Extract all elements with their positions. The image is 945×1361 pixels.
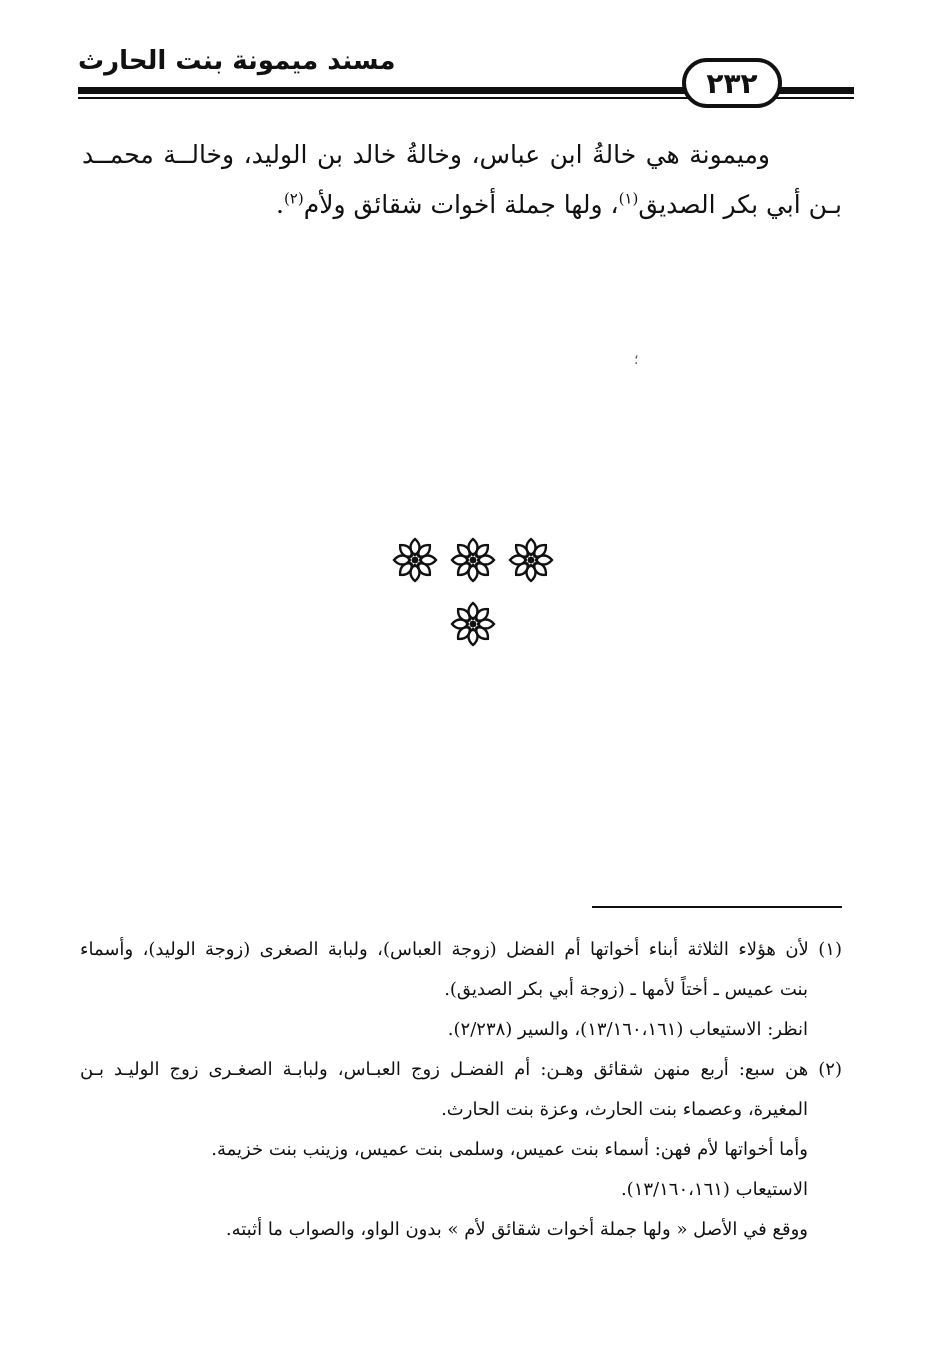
main-paragraph [82,130,842,230]
flower-ornament-icon [507,536,555,584]
flower-ornament-icon [391,536,439,584]
main-line-2a: أبي بكر الصديق [638,190,801,219]
footnote-1-line-2: بنت عميس ـ أختاً لأمها ـ (زوجة أبي بكر الصديق). [444,979,808,1000]
header-rule-thick [78,87,688,94]
footnote-2-line-4: الاستيعاب (١٣/١٦٠،١٦١). [620,1179,808,1200]
page-header [78,40,854,110]
flower-ornament-icon [449,600,497,648]
footnote-2 [80,1050,842,1250]
header-rule-right-thick [776,87,854,94]
main-line-2c: . [275,190,284,219]
footnote-2-line-5: ووقع في الأصل « ولها جملة أخوات شقائق لأم » بدون الواو، والصواب ما أثبته. [225,1219,808,1240]
header-rule-right-thin [776,97,854,99]
footnotes [80,930,842,1250]
footnote-1 [80,930,842,1050]
footnote-ref-2[interactable]: (٢) [283,189,304,208]
header-rule-thin [78,97,688,99]
page-number: ٢٣٢ [682,58,782,108]
main-line-1: وميمونة هي خالةُ ابن عباس، وخالةُ خالد بن الوليد، وخالــة محمــد بـن [82,140,842,219]
running-title: مسند ميمونة بنت الحارث [78,46,396,76]
footnote-1-line-3: انظر: الاستيعاب (١٣/١٦٠،١٦١)، والسير (٢/٢٣٨). [447,1019,808,1040]
footnote-1-line-1: (١) لأن هؤلاء الثلاثة أبناء أخواتها أم الفضل (زوجة العباس)، ولبابة الصغرى (زوجة الوليد)، وأسماء [80,939,842,960]
footnote-2-line-3: وأما أخواتها لأم فهن: أسماء بنت عميس، وسلمى بنت عميس، وزينب بنت خزيمة. [211,1139,808,1160]
footnote-separator [592,906,842,908]
main-line-2b: ، ولها جملة أخوات شقائق ولأم [303,190,619,219]
footnote-2-line-1: (٢) هن سبع: أربع منهن شقائق وهـن: أم الفضـل زوج العبـاس، ولبابـة الصغـرى زوج الوليـد بـن [80,1059,842,1080]
ornament-row-bottom [0,600,945,648]
ornament-row-top [0,536,945,584]
flower-ornament-icon [449,536,497,584]
stray-mark: ؛ [634,352,639,368]
footnote-2-line-2: المغيرة، وعصماء بنت الحارث، وعزة بنت الحارث. [441,1099,808,1120]
main-text [82,130,842,230]
footnote-ref-1[interactable]: (١) [618,189,639,208]
